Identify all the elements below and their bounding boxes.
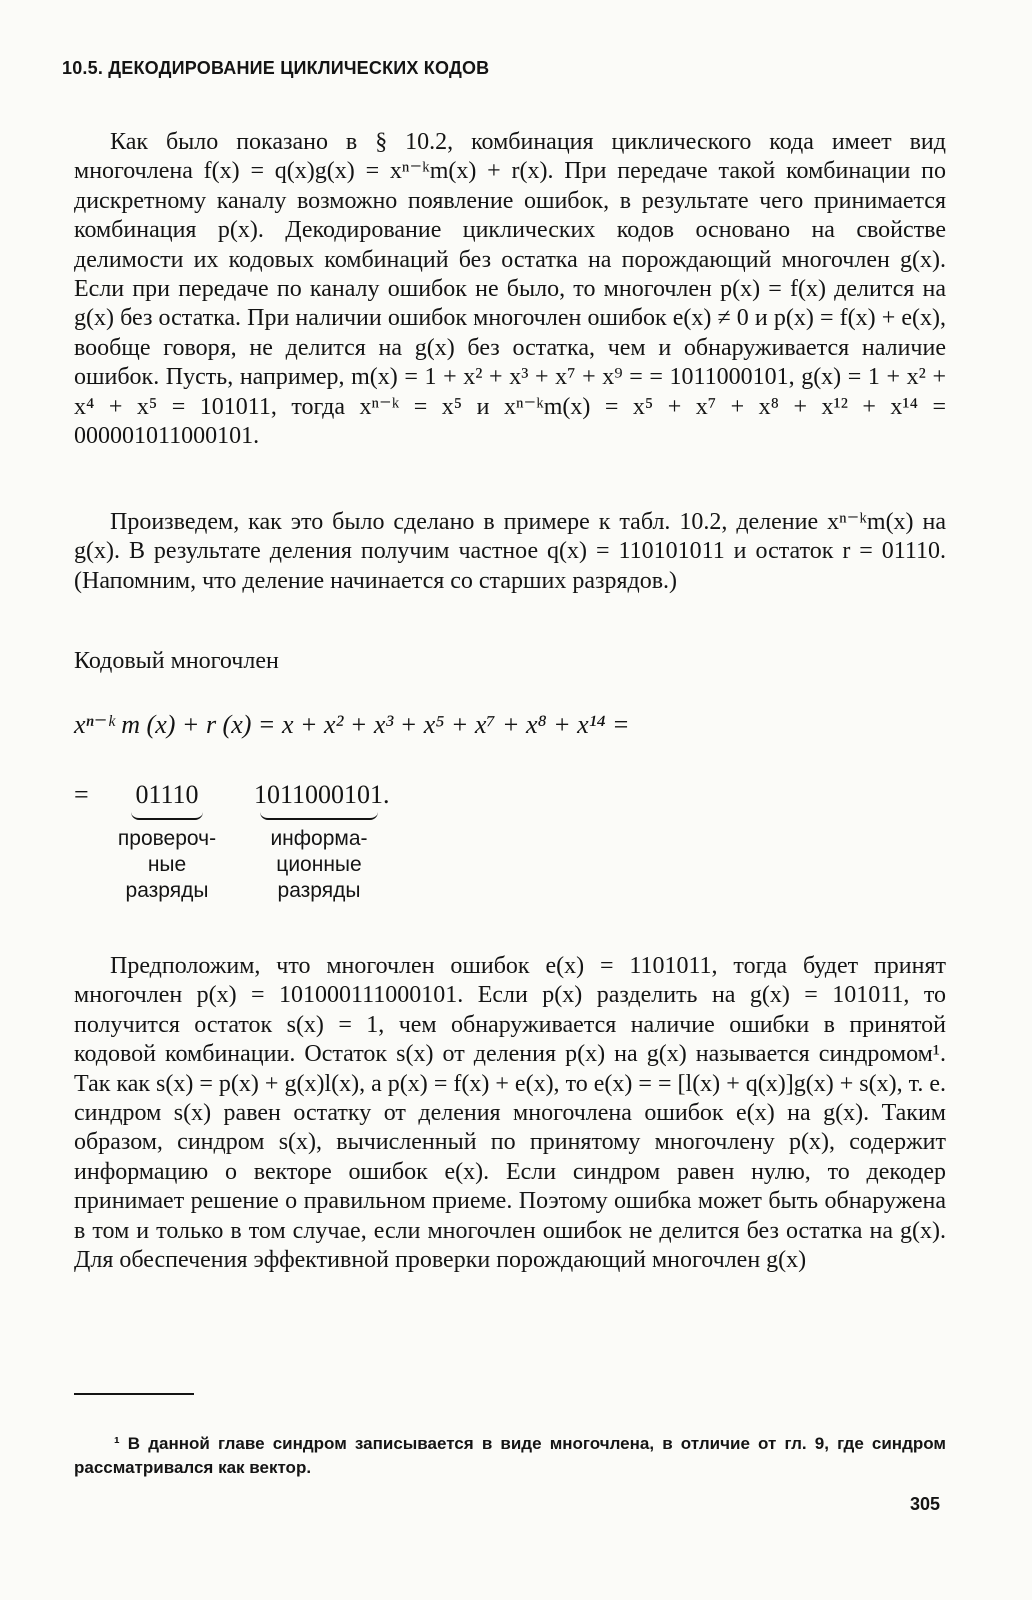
check-bits-brace bbox=[131, 812, 203, 820]
info-bits: 1011000101. bbox=[254, 780, 390, 809]
equals-sign: = bbox=[74, 780, 89, 809]
info-bits-brace bbox=[260, 812, 378, 820]
info-bits-label-line3: разряды bbox=[277, 879, 361, 902]
check-bits-label-line3: разряды bbox=[125, 879, 209, 902]
paragraph-syndrome: Предположим, что многочлен ошибок e(x) = 1101011, тогда будет принят многочлен p(x) = 101000111000101. Если p(x) разделить на g(x) = 101011, то получится остаток s(x) = 1, чем обнаруживается наличие ошибки в принятой кодовой комбинации. Остаток s(x) от деления p(x) на g(x) называется синдромом¹. Так как s(x) = p(x) + g(x)l(x), а p(x) = f(x) + e(x), то e(x) = = [l(x) + q(x)]g(x) + s(x), т. е. синдром s(x) равен остатку от деления многочлена ошибок e(x) на g(x). Таким образом, синдром s(x), вычисленный по принятому многочлену p(x), содержит информацию о векторе ошибок e(x). Если синдром равен нулю, то декодер принимает решение о правильном приеме. Поэтому ошибка может быть обнаружена в том и только в том случае, если многочлен ошибок не делится без остатка на g(x). Для обеспечения эффективной проверки порождающий многочлен g(x) bbox=[74, 953, 946, 1274]
paragraph-division: Произведем, как это было сделано в примере к табл. 10.2, деление xⁿ⁻ᵏm(x) на g(x). В результате деления получим частное q(x) = 110101011 и остаток r = 01110. (Напомним, что деление начинается со старших разрядов.) bbox=[74, 509, 946, 594]
check-bits: 01110 bbox=[135, 780, 199, 809]
paragraph-intro: Как было показано в § 10.2, комбинация циклического кода имеет вид многочлена f(x) = q(x)g(x) = xⁿ⁻ᵏm(x) + r(x). При передаче такой комбинации по дискретному каналу возможно появление ошибок, в результате чего принимается комбинация p(x). Декодирование циклических кодов основано на свойстве делимости их кодовых комбинаций без остатка на порождающий многочлен g(x). Если при передаче по каналу ошибок не было, то многочлен p(x) = f(x) делится на g(x) без остатка. При наличии ошибок многочлен ошибок e(x) ≠ 0 и p(x) = f(x) + e(x), вообще говоря, не делится на g(x) без остатка, чем и обнаруживается наличие ошибок. Пусть, например, m(x) = 1 + x² + x³ + x⁷ + x⁹ = = 1011000101, g(x) = 1 + x² + x⁴ + x⁵ = 101011, тогда xⁿ⁻ᵏ = x⁵ и xⁿ⁻ᵏm(x) = x⁵ + x⁷ + x⁸ + x¹² + x¹⁴ = 000001011000101. bbox=[74, 129, 946, 450]
footnote-divider bbox=[74, 1393, 194, 1395]
footnote: ¹ В данной главе синдром записывается в виде многочлена, в отличие от гл. 9, где синдром рассматривался как вектор. bbox=[74, 1434, 946, 1477]
check-bits-label-line1: провероч- bbox=[117, 827, 217, 850]
code-polynomial-caption: Кодовый многочлен bbox=[74, 648, 279, 674]
code-polynomial-formula: xⁿ⁻ᵏ m (x) + r (x) = x + x² + x³ + x⁵ + x⁷ + x⁸ + x¹⁴ = bbox=[74, 710, 630, 739]
section-heading: 10.5. ДЕКОДИРОВАНИЕ ЦИКЛИЧЕСКИХ КОДОВ bbox=[62, 58, 490, 78]
info-bits-label-line2: ционные bbox=[276, 853, 362, 876]
page-number: 305 bbox=[910, 1494, 941, 1514]
info-bits-label-line1: информа- bbox=[270, 827, 368, 850]
check-bits-label-line2: ные bbox=[147, 853, 187, 876]
info-bits-group bbox=[254, 780, 390, 904]
check-bits-group bbox=[102, 780, 232, 904]
